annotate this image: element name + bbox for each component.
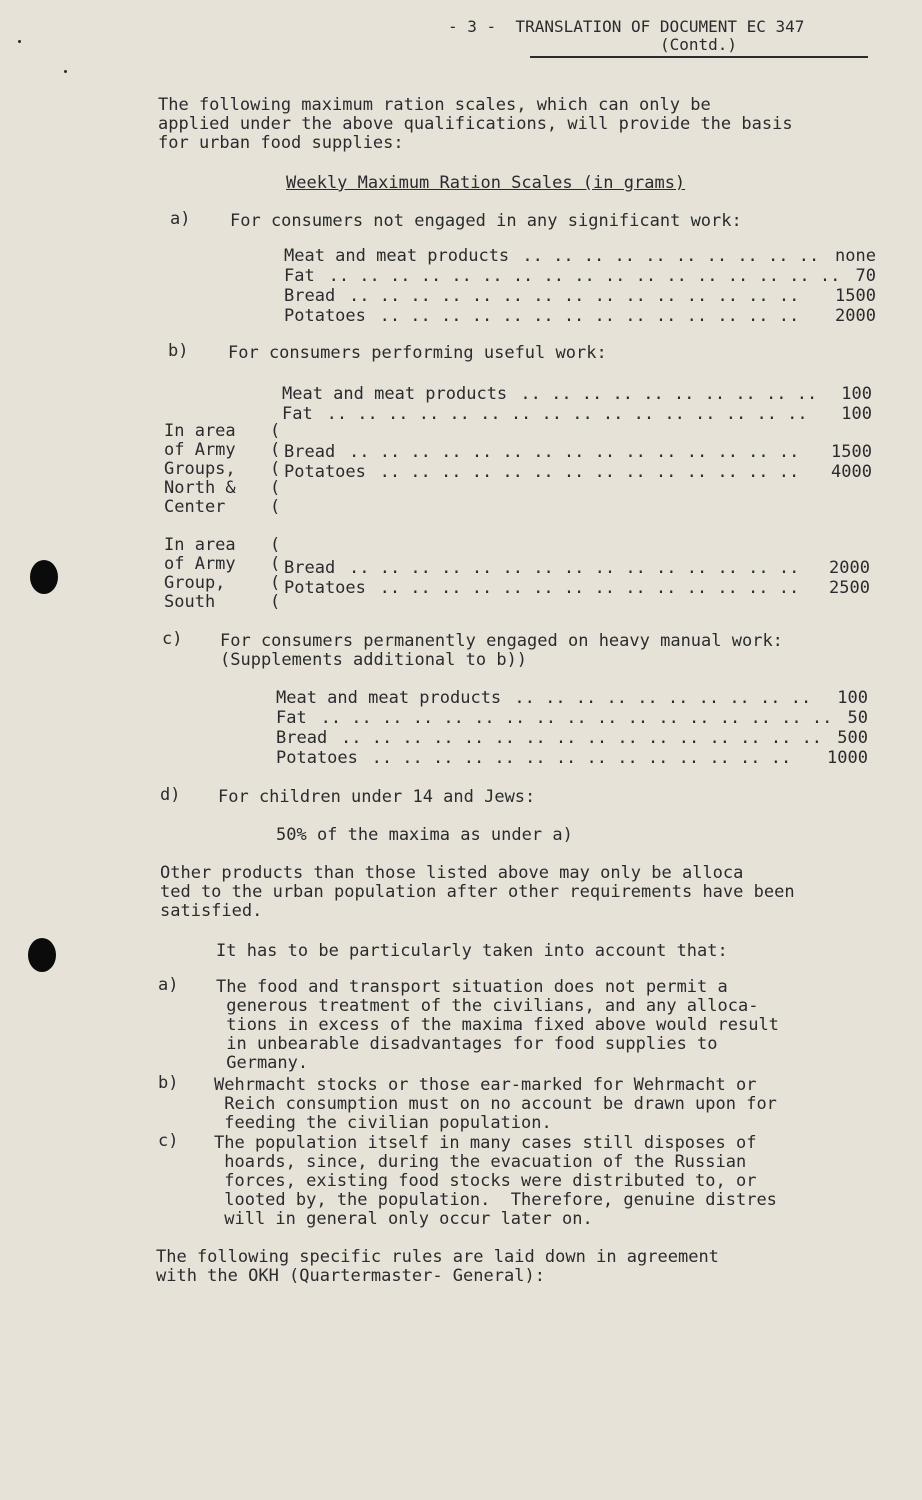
header-title: - 3 - TRANSLATION OF DOCUMENT EC 347	[448, 17, 805, 36]
leader-dots: .. .. .. .. .. .. .. .. .. .. .. .. .. .. .. .. ..	[320, 708, 833, 728]
ration-item-value: 1000	[827, 748, 868, 768]
ration-row	[276, 710, 868, 728]
ration-item-value: 100	[837, 688, 868, 708]
ration-item-name: Potatoes	[284, 578, 366, 598]
section-d-text: For children under 14 and Jews:	[218, 787, 536, 807]
leader-dots: .. .. .. .. .. .. .. .. .. ..	[522, 246, 820, 266]
leader-dots: .. .. .. .. .. .. .. .. .. .. .. .. .. .. .. ..	[326, 404, 808, 424]
ration-item-value: 2000	[829, 558, 870, 578]
ration-item-value: 1500	[835, 286, 876, 306]
ration-item-name: Bread	[276, 728, 328, 748]
point-b-label: b)	[158, 1073, 179, 1093]
ration-row	[284, 560, 870, 578]
leader-dots: .. .. .. .. .. .. .. .. .. ..	[514, 688, 812, 708]
ration-item-name: Meat and meat products	[276, 688, 502, 708]
ration-item-value: 100	[841, 384, 872, 404]
ration-item-name: Bread	[284, 558, 336, 578]
section-a-label: a)	[170, 209, 191, 229]
ration-item-name: Meat and meat products	[282, 384, 508, 404]
ration-item-name: Bread	[284, 286, 336, 306]
point-a-text: The food and transport situation does not permit a generous treatment of the civilians, and any alloca- tions in excess of the maxima fixed above would result in unbearable disadvantages for food supplies to Germany.	[216, 977, 779, 1073]
area-north-center-label: In area of Army Groups, North & Center	[164, 421, 236, 517]
leader-dots: .. .. .. .. .. .. .. .. .. .. .. .. .. .. .. .. ..	[328, 266, 841, 286]
leader-dots: .. .. .. .. .. .. .. .. .. .. .. .. .. .. ..	[349, 442, 800, 462]
ration-item-name: Fat	[276, 708, 307, 728]
punch-hole-bottom	[28, 938, 56, 972]
section-a-text: For consumers not engaged in any significant work:	[230, 211, 742, 231]
ration-row	[284, 288, 876, 306]
point-c-text: The population itself in many cases still disposes of hoards, since, during the evacuation of the Russian forces, existing food stocks were distributed to, or looted by, the population. Therefore, genuine distres will in general only occur later on.	[214, 1133, 777, 1229]
speck	[64, 70, 67, 73]
punch-hole-top	[30, 560, 58, 594]
ration-row	[276, 750, 868, 768]
header-rule	[530, 56, 868, 58]
section-b-label: b)	[168, 341, 189, 361]
ration-item-name: Bread	[284, 442, 336, 462]
ration-row	[276, 730, 868, 748]
section-d-label: d)	[160, 785, 181, 805]
area-bracket: ( ( ( ( (	[270, 421, 281, 517]
area-south-label: In area of Army Group, South	[164, 535, 236, 612]
ration-item-value: 500	[837, 728, 868, 748]
ration-item-value: 2500	[829, 578, 870, 598]
scale-title: Weekly Maximum Ration Scales (in grams)	[286, 173, 686, 193]
speck	[18, 40, 21, 43]
leader-dots: .. .. .. .. .. .. .. .. .. ..	[520, 384, 818, 404]
ration-row	[284, 308, 876, 326]
ration-item-value: none	[835, 246, 876, 266]
ration-item-name: Fat	[282, 404, 313, 424]
ration-row	[284, 444, 872, 462]
leader-dots: .. .. .. .. .. .. .. .. .. .. .. .. .. ..	[379, 462, 800, 482]
ration-row	[284, 464, 872, 482]
ration-item-name: Potatoes	[284, 462, 366, 482]
ration-item-value: 50	[847, 708, 868, 728]
page-header	[448, 18, 804, 54]
leader-dots: .. .. .. .. .. .. .. .. .. .. .. .. .. .. ..	[349, 286, 800, 306]
ration-row	[276, 690, 868, 708]
section-b-text: For consumers performing useful work:	[228, 343, 607, 363]
ration-item-value: 2000	[835, 306, 876, 326]
account-paragraph: It has to be particularly taken into account that:	[216, 941, 728, 961]
ration-item-value: 1500	[831, 442, 872, 462]
point-c-label: c)	[158, 1131, 179, 1151]
section-d-note: 50% of the maxima as under a)	[276, 825, 573, 845]
ration-row	[282, 386, 872, 404]
leader-dots: .. .. .. .. .. .. .. .. .. .. .. .. .. .. .. ..	[341, 728, 823, 748]
intro-paragraph: The following maximum ration scales, which can only be applied under the above qualifications, will provide the basis for urban food supplies:	[158, 95, 793, 153]
area-bracket: ( ( ( (	[270, 535, 281, 612]
ration-item-value: 100	[841, 404, 872, 424]
leader-dots: .. .. .. .. .. .. .. .. .. .. .. .. .. ..	[371, 748, 792, 768]
ration-row	[284, 248, 876, 266]
section-c-label: c)	[162, 629, 183, 649]
ration-item-value: 4000	[831, 462, 872, 482]
section-c-text: For consumers permanently engaged on heavy manual work: (Supplements additional to b))	[220, 631, 783, 670]
final-paragraph: The following specific rules are laid down in agreement with the OKH (Quartermaster- General):	[156, 1247, 719, 1286]
ration-item-value: 70	[855, 266, 876, 286]
point-a-label: a)	[158, 975, 179, 995]
point-b-text: Wehrmacht stocks or those ear-marked for Wehrmacht or Reich consumption must on no account be drawn upon for feeding the civilian population.	[214, 1075, 777, 1133]
header-contd: (Contd.)	[660, 35, 738, 54]
leader-dots: .. .. .. .. .. .. .. .. .. .. .. .. .. ..	[379, 306, 800, 326]
ration-item-name: Potatoes	[276, 748, 358, 768]
ration-item-name: Potatoes	[284, 306, 366, 326]
ration-row	[284, 580, 870, 598]
ration-row	[284, 268, 876, 286]
ration-item-name: Fat	[284, 266, 315, 286]
leader-dots: .. .. .. .. .. .. .. .. .. .. .. .. .. .. ..	[349, 558, 800, 578]
ration-row	[282, 406, 872, 424]
leader-dots: .. .. .. .. .. .. .. .. .. .. .. .. .. ..	[379, 578, 800, 598]
other-products-paragraph: Other products than those listed above may only be alloca ted to the urban population after other requirements have been satisfied.	[160, 863, 795, 921]
ration-item-name: Meat and meat products	[284, 246, 510, 266]
